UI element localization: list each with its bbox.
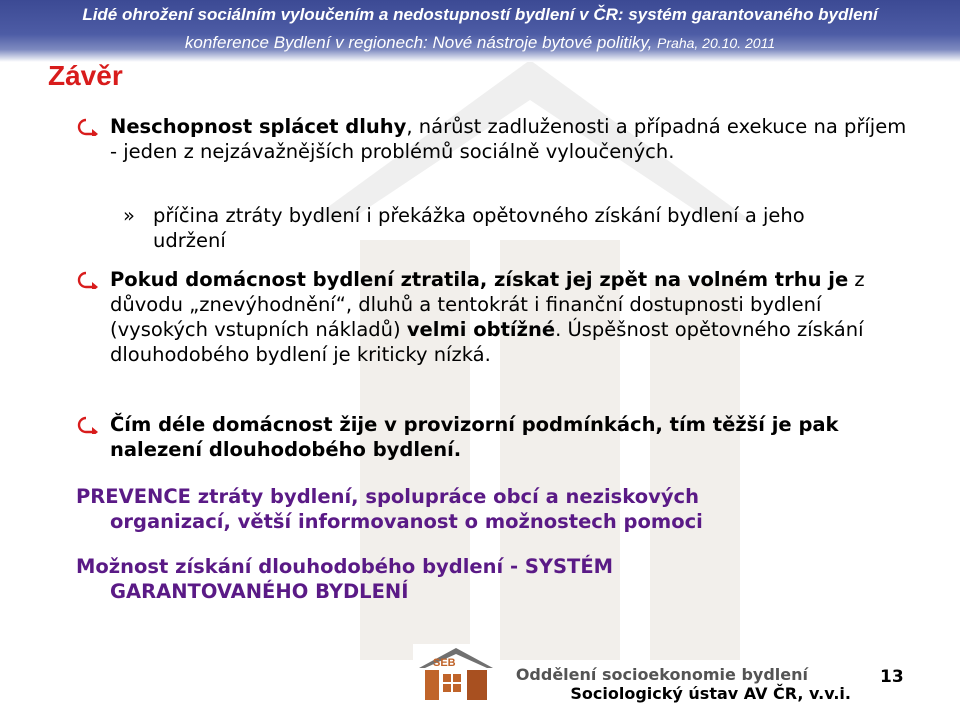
header-band (0, 0, 960, 62)
footer-department: Oddělení socioekonomie bydlení (515, 665, 808, 684)
bullet-1-text (110, 114, 910, 164)
bullet-2-bold-1: Pokud domácnost bydlení ztratila, získat jej zpět na volném trhu je (110, 268, 849, 291)
curved-arrow-bullet-icon (76, 118, 98, 136)
conference-subtitle (0, 33, 960, 53)
conference-title: Lidé ohrožení sociálním vyloučením a nedostupností bydlení v ČR: systém garantovaného bydlení (82, 5, 878, 24)
bullet-3-text: Čím déle domácnost žije v provizorní podmínkách, tím těžší je pak nalezení dlouhodobého bydlení. (110, 413, 839, 461)
bullet-2-text (110, 267, 910, 367)
prevence-line-1: PREVENCE ztráty bydlení, spolupráce obcí a neziskových (76, 485, 699, 508)
bullet-2-bold-2: velmi obtížné (406, 318, 556, 341)
conference-date: Praha, 20.10. 2011 (657, 35, 776, 51)
bullet-1-bold: Neschopnost splácet dluhy (110, 115, 407, 138)
seb-logo-text: SEB (433, 657, 456, 669)
moznost-line-2: GARANTOVANÉHO BYDLENÍ (110, 580, 409, 603)
curved-arrow-bullet-icon (76, 271, 98, 289)
conference-name: konference Bydlení v regionech: Nové nástroje bytové politiky, (184, 33, 658, 52)
bullet-2-text-1: z důvodu „znevýhodnění“, dluhů a tentokrát i finanční dostupnosti bydlení (vysokých vstupních nákladů) (110, 268, 865, 341)
prevence-statement (76, 484, 896, 534)
sub-bullet (123, 203, 883, 253)
curved-arrow-bullet-icon (76, 416, 98, 434)
footer-institute: Sociologický ústav AV ČR, v.v.i. (570, 684, 851, 703)
chevron-marker-icon: » (123, 204, 135, 227)
page-number: 13 (880, 667, 904, 687)
slide-title: Závěr (48, 60, 123, 91)
bullet-1-rest: , nárůst zadluženosti a případná exekuce na příjem - jeden z nejzávažnějších problémů sociálně vyloučených. (110, 115, 907, 163)
sub-bullet-text: příčina ztráty bydlení i překážka opětovného získání bydlení a jeho udržení (153, 204, 805, 252)
bullet-2-text-2: . Úspěšnost opětovného získání dlouhodobého bydlení je kriticky nízká. (110, 318, 864, 366)
moznost-line-1: Možnost získání dlouhodobého bydlení - SYSTÉM (76, 555, 614, 578)
prevence-line-2: organizací, větší informovanost o možnostech pomoci (110, 510, 703, 533)
moznost-statement (76, 554, 896, 604)
